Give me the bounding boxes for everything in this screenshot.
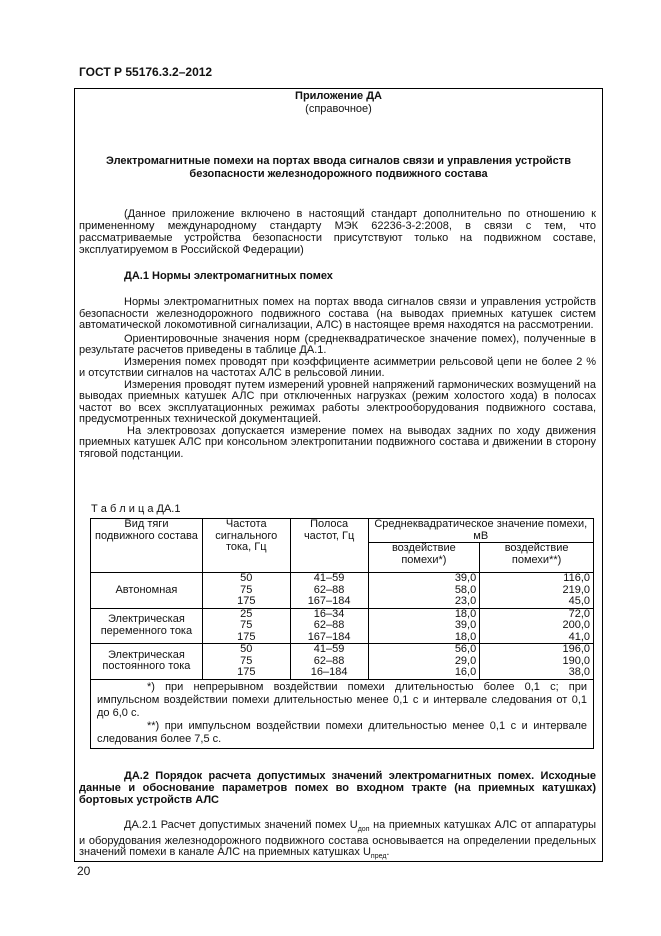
impulse-value-cell: 41,0 (480, 632, 594, 644)
continuous-value-cell: 18,0 (368, 608, 480, 620)
impulse-value-cell: 38,0 (480, 667, 594, 679)
band-cell: 62–88 (290, 620, 368, 632)
frequency-cell: 75 (202, 620, 290, 632)
impulse-value-cell: 72,0 (480, 608, 594, 620)
continuous-value-cell: 23,0 (368, 596, 480, 608)
section-2-body (79, 820, 596, 863)
frequency-cell: 175 (202, 632, 290, 644)
doc-title-line2: безопасности железнодорожного подвижного состава (189, 168, 488, 180)
continuous-value-cell: 29,0 (368, 656, 480, 668)
appendix-subtitle: (справочное) (305, 103, 372, 115)
continuous-value-cell: 58,0 (368, 585, 480, 597)
band-cell: 16–184 (290, 667, 368, 679)
u-dop-subscript: доп (357, 826, 370, 834)
intro-text: (Данное приложение включено в настоящий стандарт дополнительно по отношению к примененному международному стандарту МЭК 62236-3-2:2008, в связи с тем, что рассматриваемые устройства безопасности присутствуют только на подвижном составе, эксплуатируемом в Российской Федерации) (79, 208, 596, 256)
continuous-value-cell: 39,0 (368, 573, 480, 585)
paragraph-3: Измерения помех проводят при коэффициенте асимметрии рельсовой цепи не более 2 % и отсутствии сигналов на частотах АЛС в рельсовой линии. (79, 355, 596, 379)
frequency-cell: 50 (202, 644, 290, 656)
table-note-1: *) при непрерывном воздействии помехи длительностью более 0,1 с; при импульсном воздействии помехи длительностью менее 0,1 с и интервале следования от 0,1 до 6,0 с. (97, 680, 587, 719)
band-cell: 41–59 (290, 644, 368, 656)
traction-type-cell: Электрическая постоянного тока (91, 644, 203, 680)
header-signal-frequency: Частота сигнального тока, Гц (202, 519, 290, 573)
continuous-value-cell: 18,0 (368, 632, 480, 644)
doc-title-line1: Электромагнитные помехи на портах ввода сигналов связи и управления устройств (106, 155, 571, 167)
impulse-value-cell: 196,0 (480, 644, 594, 656)
frequency-cell: 175 (202, 667, 290, 679)
traction-type-cell: Электрическая переменного тока (91, 608, 203, 644)
frequency-cell: 50 (202, 573, 290, 585)
paragraph-6-part-b: на приемных катушках АЛС от аппаратуры и оборудования железнодорожного подвижного состава основывается на определении предельных значений помехи в канале АЛС на приемных катушках U (79, 819, 597, 859)
continuous-value-cell: 56,0 (368, 644, 480, 656)
continuous-value-cell: 39,0 (368, 620, 480, 632)
table-note-2: **) при импульсном воздействии помехи длительностью менее 0,1 с и интервале следования более 7,5 с. (97, 719, 587, 745)
header-traction-type: Вид тяги подвижного состава (91, 519, 203, 573)
frequency-cell: 25 (202, 608, 290, 620)
impulse-value-cell: 190,0 (480, 656, 594, 668)
intro-paragraph (79, 208, 596, 256)
paragraph-6-part-a: ДА.2.1 Расчет допустимых значений помех U (124, 819, 358, 831)
band-cell: 62–88 (290, 585, 368, 597)
frequency-cell: 75 (202, 656, 290, 668)
header-impulse: воздействие помехи**) (480, 543, 594, 573)
paragraph-6-part-c: . (386, 846, 390, 859)
band-cell: 16–34 (290, 608, 368, 620)
frequency-cell: 75 (202, 585, 290, 597)
emi-limits-table (90, 518, 594, 749)
traction-type-cell: Автономная (91, 573, 203, 609)
impulse-value-cell: 219,0 (480, 585, 594, 597)
paragraph-5: На электровозах допускается измерение помех на выводах задних по ходу движения приемных катушек АЛС при консольном электропитании подвижного состава и движении в сторону тяговой подстанции. (79, 424, 596, 460)
table-row (91, 644, 594, 656)
paragraph-1: Нормы электромагнитных помех на портах ввода сигналов связи и управления устройств безопасности железнодорожного подвижного состава (на выводах приемных катушек систем автоматической локомотивной сигнализации, АЛС) в настоящее время находятся на рассмотрении. (79, 296, 596, 331)
page-number: 20 (77, 864, 91, 878)
table-notes (91, 679, 594, 748)
document-header: ГОСТ Р 55176.3.2–2012 (79, 65, 213, 79)
appendix-title: Приложение ДА (295, 90, 382, 102)
u-pred-subscript: пред (370, 853, 387, 861)
header-bandwidth: Полоса частот, Гц (290, 519, 368, 573)
section-2-title-text: ДА.2 Порядок расчета допустимых значений электромагнитных помех. Исходные данные и обоснование параметров помех во входном тракте (на приемных катушках) бортовых устройств АЛС (79, 770, 596, 806)
impulse-value-cell: 45,0 (480, 596, 594, 608)
paragraph-2: Ориентировочные значения норм (среднеквадратическое значение помех), полученные в результате расчетов приведены в таблице ДА.1. (79, 332, 596, 356)
paragraph-6 (79, 820, 596, 863)
paragraph-4: Измерения проводят путем измерений уровней напряжений гармонических возмущений на выводах приемных катушек АЛС при отключенных нагрузках (режим холостого хода) в полосах частот во всех эксплуатационных режимах работы электрооборудования подвижного состава, предусмотренных технической документацией. (79, 378, 596, 425)
header-rms-value: Среднеквадратическое значение помехи, мВ (368, 519, 594, 543)
section-1-body (79, 297, 596, 460)
frequency-cell: 175 (202, 596, 290, 608)
band-cell: 167–184 (290, 596, 368, 608)
impulse-value-cell: 116,0 (480, 573, 594, 585)
band-cell: 167–184 (290, 632, 368, 644)
band-cell: 41–59 (290, 573, 368, 585)
impulse-value-cell: 200,0 (480, 620, 594, 632)
table-caption: Т а б л и ц а ДА.1 (91, 503, 181, 515)
section-2-title (79, 770, 596, 806)
header-continuous: воздействие помехи*) (368, 543, 480, 573)
band-cell: 62–88 (290, 656, 368, 668)
section-1-title: ДА.1 Нормы электромагнитных помех (124, 270, 333, 282)
table-row (91, 573, 594, 585)
continuous-value-cell: 16,0 (368, 667, 480, 679)
